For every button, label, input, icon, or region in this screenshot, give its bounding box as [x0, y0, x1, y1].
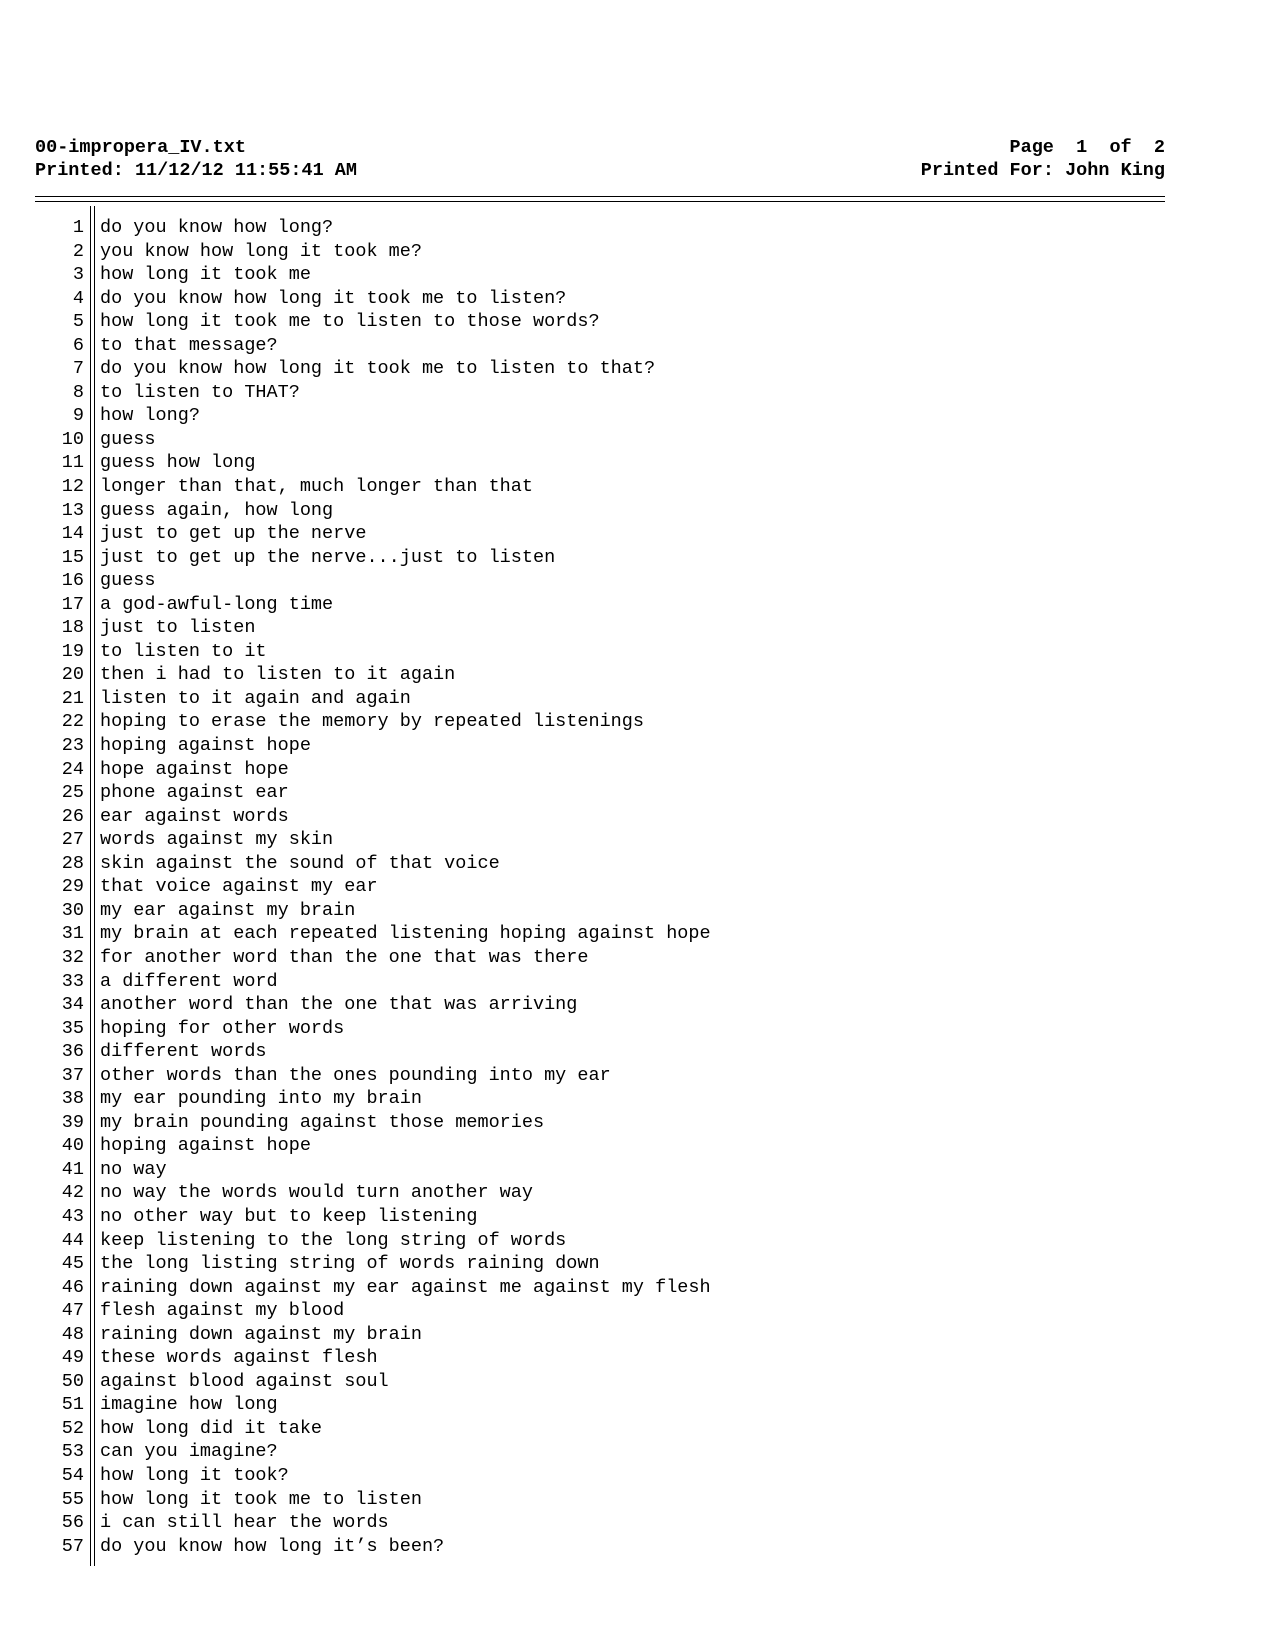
- text-line: [40, 1440, 711, 1464]
- text-line: [40, 334, 711, 358]
- line-text: my ear against my brain: [100, 899, 356, 921]
- line-text: you know how long it took me?: [100, 240, 422, 262]
- line-text: guess again, how long: [100, 499, 334, 521]
- text-line: [40, 993, 711, 1017]
- line-number: 13: [61, 499, 84, 521]
- line-number: 26: [61, 805, 84, 827]
- line-text: a god-awful-long time: [100, 593, 334, 615]
- line-number: 30: [61, 899, 84, 921]
- text-line: [40, 1488, 711, 1512]
- printed-value: 11/12/12 11:55:41 AM: [134, 160, 357, 181]
- line-number: 46: [61, 1276, 84, 1298]
- line-number: 57: [61, 1535, 84, 1557]
- line-number: 53: [61, 1441, 84, 1463]
- text-line: [40, 710, 711, 734]
- line-number: 32: [61, 946, 84, 968]
- text-line: [40, 922, 711, 946]
- line-number: 8: [72, 381, 84, 403]
- page-total: 2: [1153, 137, 1165, 158]
- line-number: 35: [61, 1017, 84, 1039]
- line-number: 24: [61, 758, 84, 780]
- text-line: [40, 1087, 711, 1111]
- text-line: [40, 734, 711, 758]
- text-line: [40, 875, 711, 899]
- printed-for: [921, 159, 1165, 182]
- header-row-top: [35, 136, 1165, 159]
- line-number: 39: [61, 1111, 84, 1133]
- line-text: guess: [100, 570, 156, 592]
- line-number: 21: [61, 687, 84, 709]
- line-text: longer than that, much longer than that: [100, 476, 533, 498]
- text-line: [40, 1393, 711, 1417]
- text-line: [40, 546, 711, 570]
- text-line: [40, 240, 711, 264]
- text-line: [40, 287, 711, 311]
- line-number: 31: [61, 923, 84, 945]
- line-text: how long did it take: [100, 1417, 323, 1439]
- text-line: [40, 1252, 711, 1276]
- line-number: 1: [72, 217, 84, 238]
- line-text: other words than the ones pounding into my ear: [100, 1064, 611, 1086]
- line-text: to that message?: [100, 334, 278, 356]
- line-number: 5: [72, 311, 84, 333]
- line-number: 49: [61, 1347, 84, 1369]
- line-text: hope against hope: [100, 758, 289, 780]
- line-text: my brain pounding against those memories: [100, 1111, 545, 1133]
- text-line: [40, 781, 711, 805]
- line-number: 41: [61, 1158, 84, 1180]
- text-line: [40, 1323, 711, 1347]
- text-line: [40, 1017, 711, 1041]
- line-text: different words: [100, 1041, 267, 1063]
- line-text: how long it took?: [100, 1464, 289, 1486]
- text-line: [40, 1111, 711, 1135]
- text-line: [40, 310, 711, 334]
- line-number: 50: [61, 1370, 84, 1392]
- text-line: [40, 428, 711, 452]
- line-text: phone against ear: [100, 782, 289, 804]
- text-line: [40, 593, 711, 617]
- line-text: against blood against soul: [100, 1370, 389, 1392]
- line-text: how long it took me to listen: [100, 1488, 422, 1510]
- line-number: 19: [61, 640, 84, 662]
- text-line: [40, 970, 711, 994]
- line-number: 38: [61, 1088, 84, 1110]
- line-number: 20: [61, 664, 84, 686]
- printed-for-value: John King: [1065, 160, 1165, 181]
- line-number: 25: [61, 782, 84, 804]
- header-row-bottom: [35, 159, 1165, 182]
- line-number: 11: [61, 452, 84, 474]
- line-text: guess how long: [100, 452, 256, 474]
- line-text: how long?: [100, 405, 200, 427]
- file-name: 00-impropera_IV.txt: [35, 137, 246, 158]
- line-text: a different word: [100, 970, 278, 992]
- line-text: my ear pounding into my brain: [100, 1088, 422, 1110]
- text-line: [40, 1229, 711, 1253]
- text-line: [40, 1134, 711, 1158]
- line-number: 29: [61, 876, 84, 898]
- text-line: [40, 1205, 711, 1229]
- line-text: the long listing string of words raining down: [100, 1253, 600, 1275]
- text-line: [40, 357, 711, 381]
- page-of: of: [1109, 137, 1132, 158]
- text-line: [40, 1276, 711, 1300]
- line-number: 34: [61, 994, 84, 1016]
- text-line: [40, 263, 711, 287]
- print-header: [35, 136, 1165, 182]
- line-text: raining down against my brain: [100, 1323, 422, 1345]
- text-line: [40, 404, 711, 428]
- line-number: 28: [61, 852, 84, 874]
- page-current: 1: [1076, 137, 1088, 158]
- line-text: just to listen: [100, 617, 256, 639]
- text-line: [40, 1181, 711, 1205]
- line-text: no other way but to keep listening: [100, 1205, 478, 1227]
- line-text: do you know how long it took me to listen?: [100, 287, 567, 309]
- line-number: 23: [61, 735, 84, 757]
- line-text: these words against flesh: [100, 1347, 378, 1369]
- line-text: to listen to it: [100, 640, 267, 662]
- line-text: listen to it again and again: [100, 687, 411, 709]
- line-text: words against my skin: [100, 829, 334, 851]
- text-line: [40, 640, 711, 664]
- line-number: 4: [72, 287, 84, 309]
- line-text: hoping for other words: [100, 1017, 345, 1039]
- line-number: 44: [61, 1229, 84, 1251]
- line-number: 2: [72, 240, 84, 262]
- text-body: [40, 216, 711, 1558]
- line-text: to listen to THAT?: [100, 381, 300, 403]
- line-number: 9: [72, 405, 84, 427]
- text-line: [40, 1370, 711, 1394]
- text-line: [40, 475, 711, 499]
- line-text: imagine how long: [100, 1394, 278, 1416]
- line-text: then i had to listen to it again: [100, 664, 456, 686]
- line-number: 15: [61, 546, 84, 568]
- line-text: just to get up the nerve: [100, 523, 367, 545]
- line-number: 56: [61, 1512, 84, 1534]
- line-number: 48: [61, 1323, 84, 1345]
- line-text: raining down against my ear against me against my flesh: [100, 1276, 711, 1298]
- line-text: hoping against hope: [100, 735, 311, 757]
- line-number: 37: [61, 1064, 84, 1086]
- text-line: [40, 946, 711, 970]
- text-line: [40, 381, 711, 405]
- text-line: [40, 1346, 711, 1370]
- line-text: flesh against my blood: [100, 1300, 345, 1322]
- text-line: [40, 1040, 711, 1064]
- line-text: can you imagine?: [100, 1441, 278, 1463]
- text-line: [40, 663, 711, 687]
- text-line: [40, 499, 711, 523]
- line-text: hoping against hope: [100, 1135, 311, 1157]
- line-number: 6: [72, 334, 84, 356]
- line-number: 54: [61, 1464, 84, 1486]
- text-line: [40, 1064, 711, 1088]
- line-text: hoping to erase the memory by repeated listenings: [100, 711, 644, 733]
- line-text: another word than the one that was arriving: [100, 994, 578, 1016]
- text-line: [40, 1417, 711, 1441]
- line-text: just to get up the nerve...just to listen: [100, 546, 556, 568]
- text-line: [40, 1535, 711, 1559]
- line-number: 10: [61, 428, 84, 450]
- line-number: 43: [61, 1205, 84, 1227]
- line-number: 51: [61, 1394, 84, 1416]
- text-line: [40, 522, 711, 546]
- header-divider: [35, 196, 1165, 202]
- line-text: ear against words: [100, 805, 289, 827]
- line-number: 52: [61, 1417, 84, 1439]
- text-line: [40, 687, 711, 711]
- line-text: my brain at each repeated listening hoping against hope: [100, 923, 711, 945]
- text-line: [40, 758, 711, 782]
- text-line: [40, 1299, 711, 1323]
- line-number: 55: [61, 1488, 84, 1510]
- line-text: how long it took me to listen to those words?: [100, 311, 600, 333]
- page-label: Page: [1009, 137, 1054, 158]
- text-line: [40, 1158, 711, 1182]
- line-number: 7: [72, 358, 84, 380]
- line-text: no way: [100, 1158, 167, 1180]
- page-indicator: [1009, 136, 1165, 159]
- line-number: 27: [61, 829, 84, 851]
- text-line: [40, 1464, 711, 1488]
- line-number: 3: [72, 264, 84, 286]
- line-number: 22: [61, 711, 84, 733]
- line-text: how long it took me: [100, 264, 311, 286]
- printed-date: [35, 159, 357, 182]
- text-line: [40, 451, 711, 475]
- line-number: 42: [61, 1182, 84, 1204]
- line-number: 45: [61, 1253, 84, 1275]
- line-text: no way the words would turn another way: [100, 1182, 533, 1204]
- line-text: skin against the sound of that voice: [100, 852, 500, 874]
- line-number: 36: [61, 1041, 84, 1063]
- line-text: i can still hear the words: [100, 1512, 389, 1534]
- printed-for-label: Printed For:: [920, 160, 1054, 181]
- line-number: 40: [61, 1135, 84, 1157]
- line-text: keep listening to the long string of words: [100, 1229, 567, 1251]
- line-text: that voice against my ear: [100, 876, 378, 898]
- text-line: [40, 616, 711, 640]
- line-text: for another word than the one that was there: [100, 946, 589, 968]
- text-line: [40, 569, 711, 593]
- line-text: do you know how long it took me to listen to that?: [100, 358, 656, 380]
- line-number: 17: [61, 593, 84, 615]
- line-text: guess: [100, 428, 156, 450]
- line-number: 14: [61, 523, 84, 545]
- line-number: 16: [61, 570, 84, 592]
- text-line: [40, 899, 711, 923]
- text-line: [40, 828, 711, 852]
- text-line: [40, 1511, 711, 1535]
- text-line: [40, 805, 711, 829]
- text-line: [40, 852, 711, 876]
- line-number: 33: [61, 970, 84, 992]
- text-line: [40, 216, 711, 240]
- line-number: 47: [61, 1300, 84, 1322]
- line-number: 18: [61, 617, 84, 639]
- line-text: do you know how long it’s been?: [100, 1535, 445, 1557]
- line-number: 12: [61, 476, 84, 498]
- line-text: do you know how long?: [100, 217, 334, 238]
- printed-label: Printed:: [35, 160, 124, 181]
